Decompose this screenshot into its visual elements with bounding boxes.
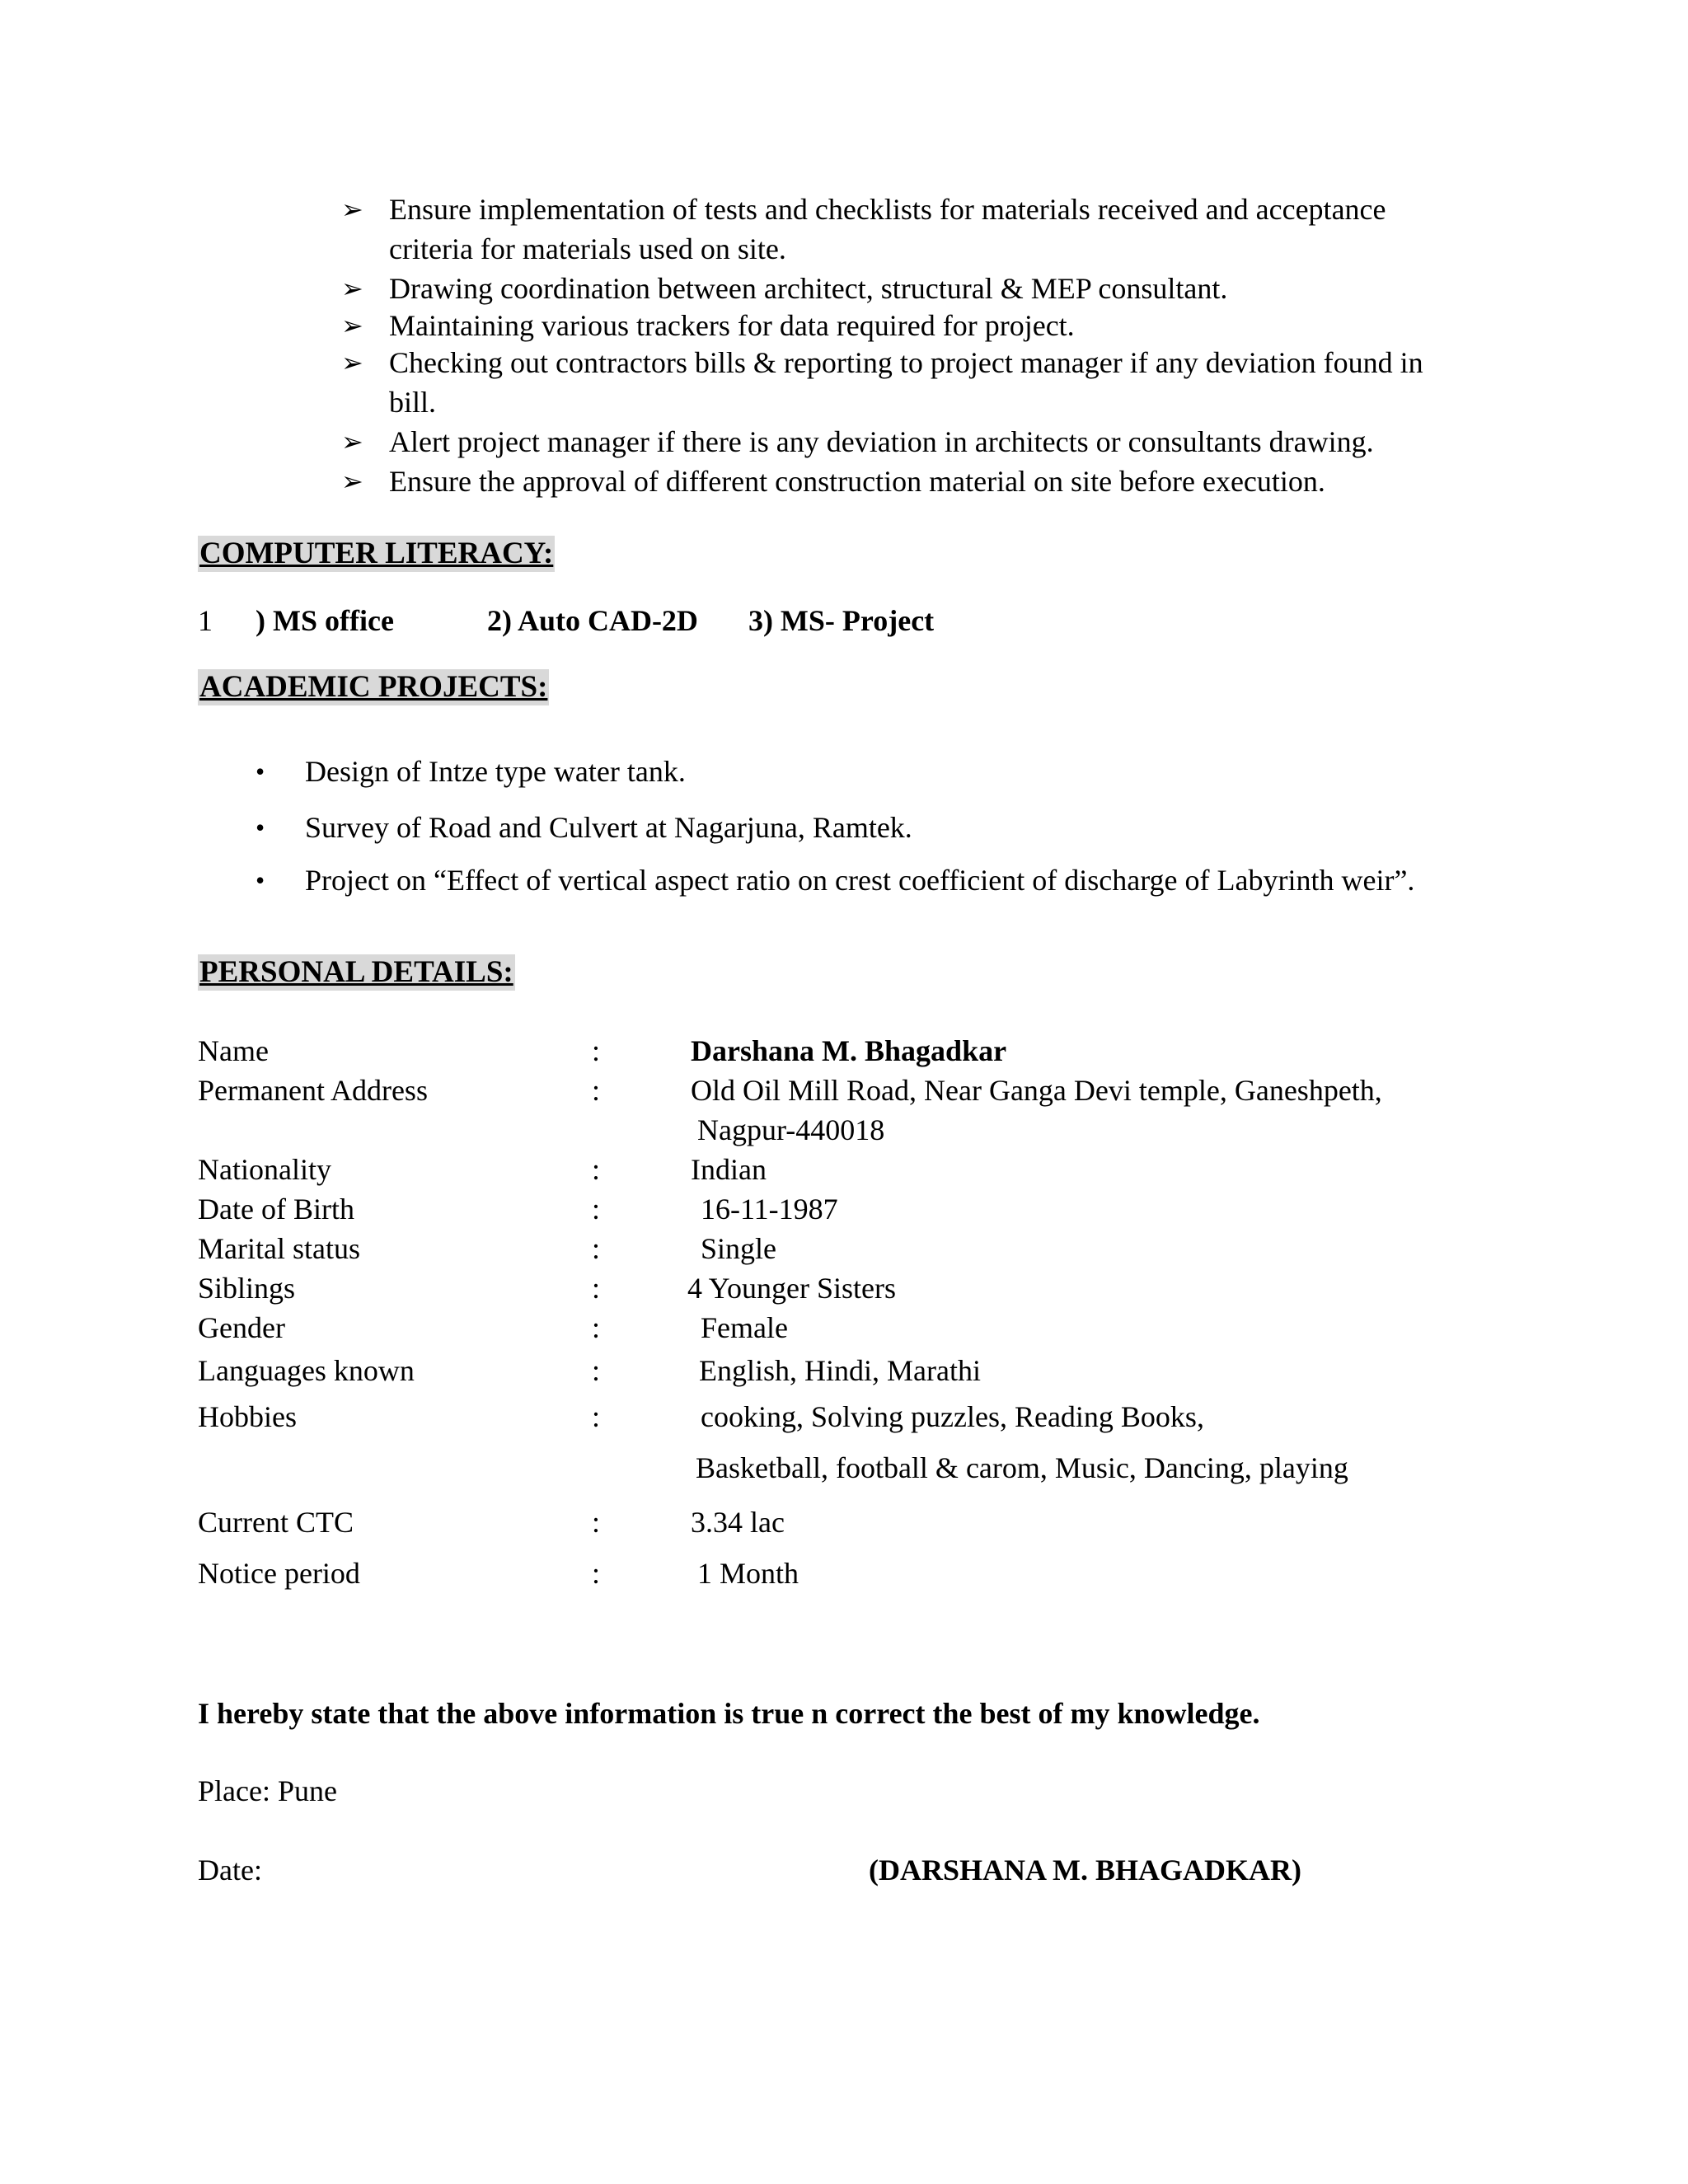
arrow-bullet-icon: ➢ [341,426,363,457]
list-item [341,343,1479,422]
list-item-text: Drawing coordination between architect, structural & MEP consultant. [389,272,1228,305]
detail-colon: : [592,1311,601,1344]
detail-value: cooking, Solving puzzles, Reading Books, [701,1400,1204,1433]
list-item-text: Maintaining various trackers for data required for project. [389,309,1075,342]
detail-label: Marital status [198,1232,360,1265]
signature-name: (DARSHANA M. BHAGADKAR) [869,1854,1301,1886]
skill-number: 1 [198,604,213,637]
detail-colon: : [592,1400,601,1433]
detail-value: Female [701,1311,788,1344]
detail-colon: : [592,1074,601,1107]
detail-label: Name [198,1034,269,1067]
list-item [341,422,1479,462]
responsibilities-list [341,190,1479,501]
detail-value: Indian [691,1153,767,1186]
detail-value: Nagpur-440018 [697,1113,885,1146]
detail-value: 3.34 lac [691,1506,785,1539]
place-text: Place: Pune [198,1774,337,1807]
detail-value: Old Oil Mill Road, Near Ganga Devi temple, Ganeshpeth, [691,1074,1382,1107]
detail-label: Permanent Address [198,1074,428,1107]
detail-colon: : [592,1193,601,1226]
detail-value: Single [701,1232,777,1265]
date-text: Date: [198,1854,262,1886]
skill-autocad: 2) Auto CAD-2D [486,604,698,637]
detail-label: Notice period [198,1557,360,1590]
list-item [341,269,1479,308]
detail-label: Siblings [198,1272,296,1305]
detail-colon: : [592,1034,601,1067]
list-item-text: bill. [389,386,437,419]
detail-colon: : [592,1232,601,1265]
list-item-text: criteria for materials used on site. [389,232,786,265]
computer-literacy-heading: COMPUTER LITERACY: [199,537,554,570]
arrow-bullet-icon: ➢ [341,310,363,341]
detail-value: 4 Younger Sisters [687,1272,897,1305]
list-item-text: Alert project manager if there is any deviation in architects or consultants drawing. [389,425,1374,458]
skill-ms-office: ) MS office [256,604,394,637]
arrow-bullet-icon: ➢ [341,273,363,304]
detail-value: 1 Month [697,1557,799,1590]
detail-colon: : [592,1557,601,1590]
arrow-bullet-icon: ➢ [341,466,363,497]
bullet-icon: • [256,813,265,842]
bullet-icon: • [256,865,265,895]
detail-colon: : [592,1354,601,1387]
skill-ms-project: 3) MS- Project [748,604,935,637]
detail-colon: : [592,1506,601,1539]
list-item [256,860,1492,900]
list-item [341,308,1479,343]
project-text: Design of Intze type water tank. [305,755,686,788]
list-item-text: Ensure the approval of different construction material on site before execution. [389,465,1325,498]
detail-colon: : [592,1272,601,1305]
computer-literacy-list [198,602,977,640]
declaration-text: I hereby state that the above information is true n correct the best of my knowledge. [198,1697,1260,1730]
detail-label: Nationality [198,1153,331,1186]
detail-label: Date of Birth [198,1193,354,1226]
academic-projects-list [256,752,1492,916]
detail-label: Current CTC [198,1506,354,1539]
academic-projects-heading: ACADEMIC PROJECTS: [199,670,548,704]
project-text: Survey of Road and Culvert at Nagarjuna, Ramtek. [305,811,912,844]
bullet-icon: • [256,757,265,786]
detail-label: Gender [198,1311,285,1344]
arrow-bullet-icon: ➢ [341,194,363,225]
list-item [256,752,1492,791]
detail-value: Basketball, football & carom, Music, Dancing, playing [696,1451,1348,1484]
list-item-text: Checking out contractors bills & reporting to project manager if any deviation found in [389,346,1423,379]
project-text: Project on “Effect of vertical aspect ratio on crest coefficient of discharge of Labyrinth weir”. [305,864,1415,897]
detail-value: English, Hindi, Marathi [699,1354,981,1387]
detail-colon: : [592,1153,601,1186]
list-item [341,190,1479,269]
detail-value: Darshana M. Bhagadkar [691,1034,1007,1067]
list-item-text: Ensure implementation of tests and checklists for materials received and acceptance [389,193,1386,226]
detail-label: Hobbies [198,1400,297,1433]
arrow-bullet-icon: ➢ [341,347,363,378]
list-item [341,462,1479,501]
personal-details-heading: PERSONAL DETAILS: [199,955,513,989]
list-item [256,808,1492,847]
detail-label: Languages known [198,1354,415,1387]
detail-value: 16-11-1987 [701,1193,838,1226]
